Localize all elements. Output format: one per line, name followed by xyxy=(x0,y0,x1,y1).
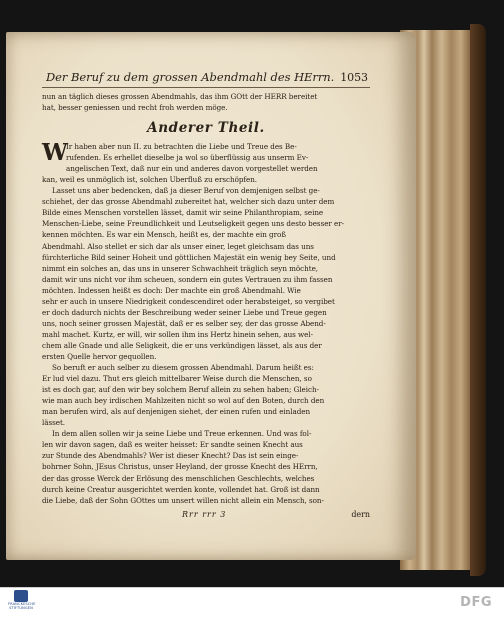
library-logo[interactable] xyxy=(8,590,34,616)
text-line: möchten. Indessen heißt es doch: Der machte ein groß Abendmahl. Wie xyxy=(42,285,301,295)
text-line: Er lud viel dazu. Thut ers gleich mittelbarer Weise durch die Menschen, so xyxy=(42,374,312,384)
text-line: schiehet, der das grosse Abendmahl zubereitet hat, welcher sich dazu unter dem xyxy=(42,197,335,207)
text-line: die Liebe, daß der Sohn GOttes um unsert willen nicht allein ein Mensch, son- xyxy=(42,495,324,505)
text-line: Bilde eines Menschen vorstellen lässet, damit wir seine Philanthropiam, seine xyxy=(42,208,324,218)
drop-lines xyxy=(66,141,370,174)
text-line: angelischen Text, daß nur ein und anderes davon vorgestellet werden xyxy=(66,164,318,174)
text-line: nimmt ein solches an, das uns in unserer Schwachheit träglich seyn möchte, xyxy=(42,263,319,273)
library-logo-caption: FRANCKESCHE STIFTUNGEN xyxy=(8,602,36,610)
text-line: durch keine Creatur ausgerichtet werden konte, vollendet hat. Groß ist dann xyxy=(42,484,320,494)
body-text xyxy=(42,174,370,505)
text-line: er doch dadurch nichts der Beschreibung weder seiner Liebe und Treue gegen xyxy=(42,307,327,317)
text-line: bohrner Sohn, JEsus Christus, unser Heyland, der grosse Knecht des HErrn, xyxy=(42,462,318,472)
text-line: sehr er auch in unsere Niedrigkeit condescendiret oder herabsteiget, so vergibet xyxy=(42,296,335,306)
page-text-block xyxy=(42,70,370,520)
text-line: kennen möchten. Es war ein Mensch, heißt es, der machte ein groß xyxy=(42,230,287,240)
text-line: chem alle Gnade und alle Seligkeit, die er uns verkündigen lässet, als aus der xyxy=(42,340,322,350)
text-line: Menschen-Liebe, seine Freundlichkeit und Leutseligkeit gegen uns desto besser er- xyxy=(42,219,345,229)
running-head xyxy=(42,70,370,88)
dfg-logo[interactable]: DFG xyxy=(460,595,492,610)
book-cover-edge xyxy=(470,24,486,576)
library-logo-icon xyxy=(14,590,28,602)
text-line: der das grosse Werck der Erlösung des menschlichen Geschlechts, welches xyxy=(42,473,315,483)
text-line: zur Stunde des Abendmahls? Wer ist dieser Knecht? Das ist sein einge- xyxy=(42,451,299,461)
first-paragraph xyxy=(42,141,370,174)
section-title: Anderer Theil. xyxy=(147,120,265,137)
text-line: kan, weil es unmöglich ist, solchen Uberfluß zu erschöpfen. xyxy=(42,175,258,185)
viewer-footer xyxy=(0,587,504,618)
text-line: rufenden. Es erhellet dieselbe ja wol so überflüssig aus unserm Ev- xyxy=(66,153,309,163)
text-line: damit wir uns nicht vor ihm scheuen, sondern ein gutes Vertrauen zu ihm fassen xyxy=(42,274,333,284)
signature-mark: Rrr rrr 3 xyxy=(182,509,227,519)
page-number: 1053 xyxy=(340,71,368,84)
text-line: So beruft er auch selber zu diesem grossen Abendmahl. Darum heißt es: xyxy=(52,363,314,373)
text-line: uns, noch seiner grossen Majestät, daß er es selber sey, der das grosse Abend- xyxy=(42,318,326,328)
text-line: fürchterliche Bild seiner Hoheit und göttlichen Majestät ein wenig bey Seite, und xyxy=(42,252,336,262)
text-line: mahl machet. Kurtz, er will, wir sollen ihm ins Hertz hinein sehen, aus wel- xyxy=(42,329,313,339)
text-line: Ir haben aber nun II. zu betrachten die Liebe und Treue des Be- xyxy=(66,142,297,152)
text-line: wie man auch bey irdischen Mahlzeiten nicht so wol auf den Boten, durch den xyxy=(42,396,325,406)
text-line: len wir davon sagen, daß es weiter heisset: Er sandte seinen Knecht aus xyxy=(42,440,303,450)
text-line: ersten Quelle hervor gequollen. xyxy=(42,351,157,361)
text-line: lässet. xyxy=(42,418,66,428)
text-line: ist es doch gar, auf den wir bey solchem Beruf allein zu sehen haben; Gleich- xyxy=(42,385,319,395)
text-line: In dem allen sollen wir ja seine Liebe und Treue erkennen. Und was fol- xyxy=(52,429,312,439)
page-footer-line xyxy=(42,509,370,520)
book-page xyxy=(6,32,416,560)
drop-capital: W xyxy=(42,139,68,167)
text-line: hat, besser geniessen und recht froh werden möge. xyxy=(42,103,228,113)
catchword: dern xyxy=(351,509,370,519)
running-head-title: Der Beruf zu dem grossen Abendmahl des HErrn. xyxy=(46,70,335,84)
text-line: Abendmahl. Also stellet er sich dar als unser einer, leget gleichsam das uns xyxy=(42,241,314,251)
intro-paragraph xyxy=(42,91,370,113)
text-line: nun an täglich dieses grossen Abendmahls, das ihm GOtt der HERR bereitet xyxy=(42,92,318,101)
text-line: Lasset uns aber bedencken, daß ja dieser Beruf von demjenigen selbst ge- xyxy=(52,186,320,196)
text-line: man berufen wird, als auf denjenigen siehet, der einen rufen und einladen xyxy=(42,407,311,417)
